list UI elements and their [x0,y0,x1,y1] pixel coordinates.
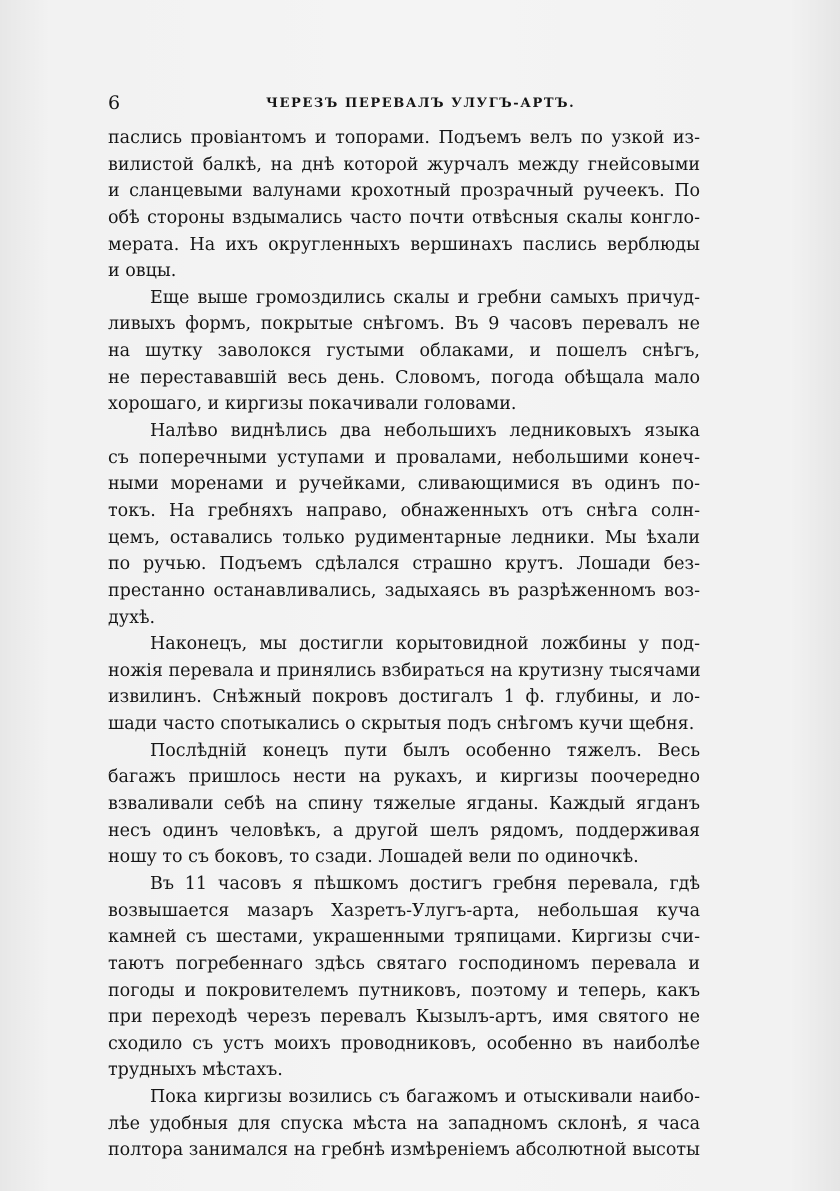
text-line: престанно останавливались, задыхаясь въ разрѣженномъ воз- [108,580,700,601]
text-line: ными моренами и ручейками, сливающимися въ одинъ по- [108,474,700,495]
text-line: духѣ. [108,607,156,628]
text-line: ливыхъ формъ, покрытые снѣгомъ. Въ 9 часовъ перевалъ не [108,314,700,335]
text-line: хорошаго, и киргизы покачивали головами. [108,394,517,415]
text-line: по ручью. Подъемъ сдѣлался страшно крутъ. Лошади без- [108,554,700,575]
text-line: съ поперечными уступами и провалами, небольшими конеч- [108,447,700,468]
text-line: Налѣво виднѣлись два небольшихъ ледниковыхъ языка [150,421,700,442]
paragraph [108,125,700,285]
text-line: Въ 11 часовъ я пѣшкомъ достигъ гребня перевала, гдѣ [150,873,700,894]
page-header [108,91,700,115]
text-line: полтора занимался на гребнѣ измѣреніемъ абсолютной высоты [108,1140,700,1161]
text-line: извилинъ. Снѣжный покровъ достигалъ 1 ф. глубины, и ло- [108,687,700,708]
text-line: шади часто спотыкались о скрытыя подъ снѣгомъ кучи щебня. [108,714,695,735]
paragraph [108,871,700,1084]
text-line: мерата. На ихъ округленныхъ вершинахъ паслись верблюды [108,234,700,255]
text-line: багажъ пришлось нести на рукахъ, и киргизы поочередно [108,767,700,788]
text-line: лѣе удобныя для спуска мѣста на западномъ склонѣ, я часа [108,1113,700,1134]
text-line: и сланцевыми валунами крохотный прозрачный ручеекъ. По [108,181,700,202]
text-line: при переходѣ черезъ перевалъ Кызылъ-артъ, имя святого не [108,1007,700,1028]
text-line: Еще выше громоздились скалы и гребни самыхъ причуд- [150,287,700,308]
paragraph [108,418,700,631]
text-line: возвышается мазаръ Хазретъ-Улугъ-арта, небольшая куча [108,900,700,921]
text-line: вилистой балкѣ, на днѣ которой журчалъ между гнейсовыми [108,154,700,175]
text-line: и овцы. [108,261,177,282]
paragraph [108,738,700,871]
text-line: таютъ погребеннаго здѣсь святаго господиномъ перевала и [108,953,700,974]
running-head: ЧЕРЕЗЪ ПЕРЕВАЛЪ УЛУГЪ-АРТЪ. [266,96,576,111]
text-line: несъ одинъ человѣкъ, а другой шелъ рядомъ, поддерживая [108,820,700,841]
page-number: 6 [108,92,121,114]
text-line: погоды и покровителемъ путниковъ, поэтому и теперь, какъ [108,980,700,1001]
text-line: Послѣдній конецъ пути былъ особенно тяжелъ. Весь [150,740,700,761]
text-line: камней съ шестами, украшенными тряпицами. Киргизы счи- [108,927,700,948]
text-line: взваливали себѣ на спину тяжелые ягданы. Каждый ягданъ [108,794,700,815]
text-line: ножія перевала и принялись взбираться на крутизну тысячами [108,660,701,681]
text-line: обѣ стороны вздымались часто почти отвѣсныя скалы конгло- [108,207,700,228]
text-line: не перестававшій весь день. Словомъ, погода обѣщала мало [108,367,700,388]
text-line: трудныхъ мѣстахъ. [108,1060,283,1081]
text-line: ношу то съ боковъ, то сзади. Лошадей вели по одиночкѣ. [108,847,639,868]
paragraph [108,285,700,418]
body-text [108,125,700,1164]
text-line: Пока киргизы возились съ багажомъ и отыскивали наибо- [150,1087,700,1108]
text-line: сходило съ устъ моихъ проводниковъ, особенно въ наиболѣе [108,1033,700,1054]
text-line: цемъ, оставались только рудиментарные ледники. Мы ѣхали [108,527,700,548]
text-line: паслись провіантомъ и топорами. Подъемъ велъ по узкой из- [108,128,700,148]
text-line: Наконецъ, мы достигли корытовидной ложбины у под- [150,634,700,655]
paragraph [108,1084,700,1164]
paragraph [108,631,700,738]
text-line: токъ. На гребняхъ направо, обнаженныхъ отъ снѣга солн- [108,500,700,521]
text-line: на шутку заволокся густыми облаками, и пошелъ снѣгъ, [108,341,700,362]
